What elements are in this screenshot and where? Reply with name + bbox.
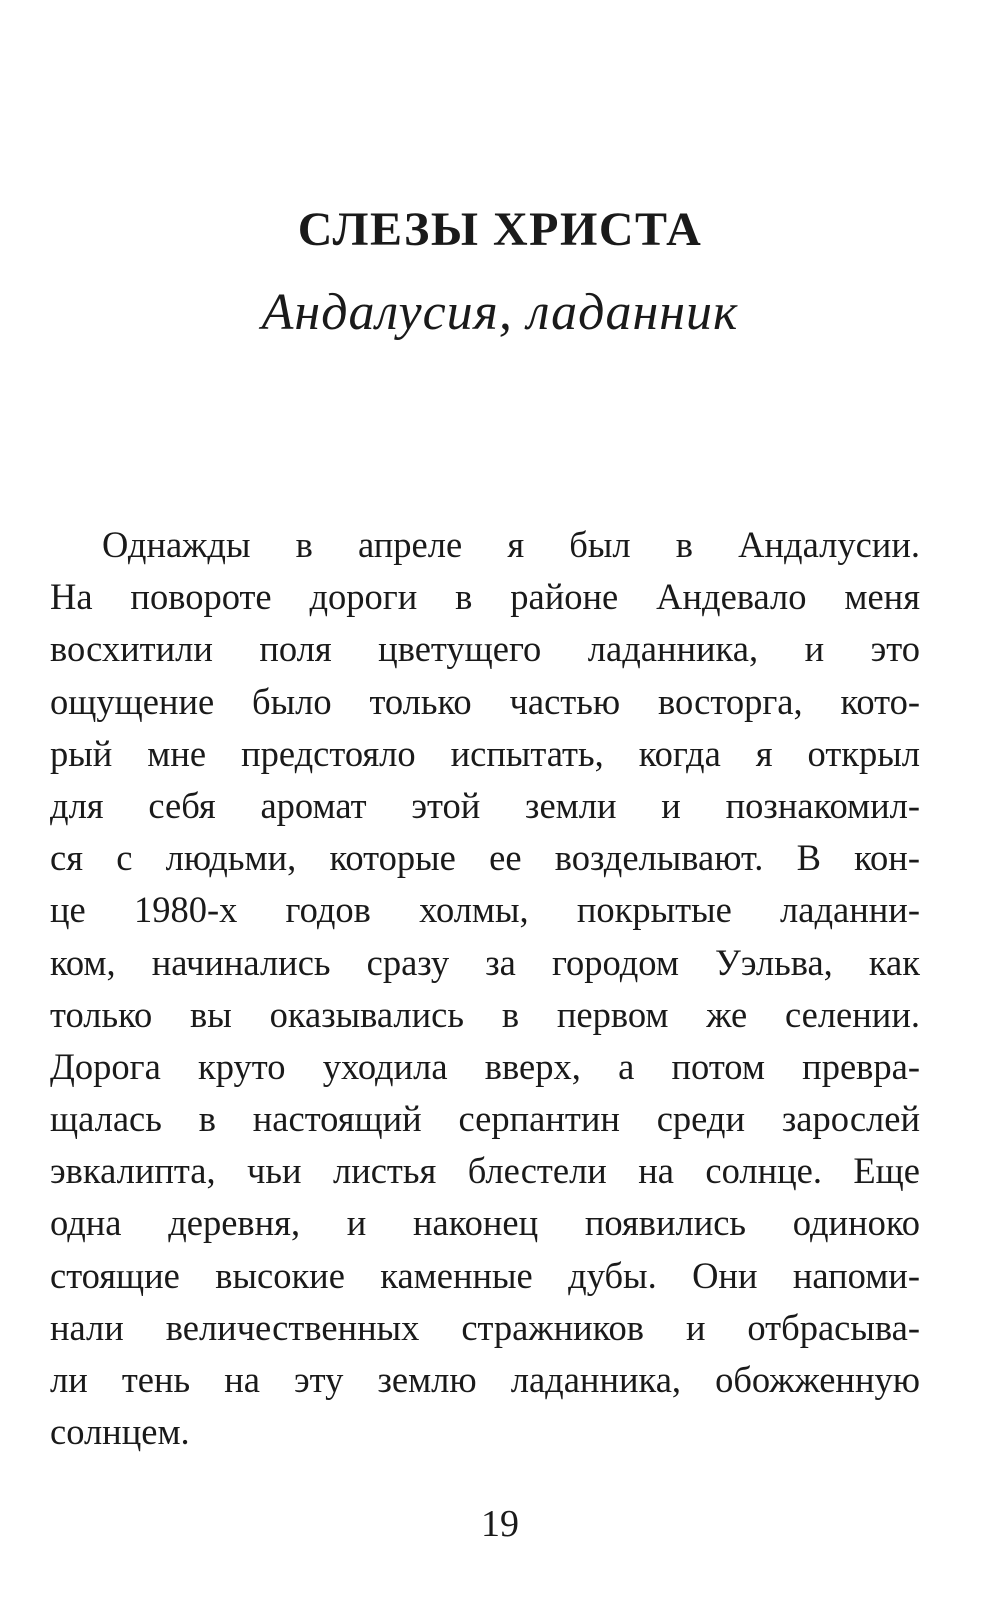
text-line: ли тень на эту землю ладанника, обожженную (50, 1359, 920, 1400)
text-line: солнцем. (50, 1411, 190, 1453)
text-line: восхитили поля цветущего ладанника, и это (50, 628, 920, 670)
chapter-subtitle: Андалусия, ладанник (261, 284, 739, 341)
text-line: эвкалипта, чьи листья блестели на солнце. Еще (50, 1150, 920, 1192)
chapter-title: СЛЕЗЫ ХРИСТА (297, 203, 703, 256)
text-line: рый мне предстояло испытать, когда я открыл (50, 732, 920, 774)
text-line: ком, начинались сразу за городом Уэльва, как (50, 941, 920, 983)
text-line: для себя аромат этой земли и познакомил- (50, 784, 920, 826)
text-line: щалась в настоящий серпантин среди зарослей (50, 1098, 920, 1140)
text-line: ся с людьми, которые ее возделывают. В кон- (50, 837, 920, 879)
page-number: 19 (481, 1503, 519, 1545)
text-line: только вы оказывались в первом же селении. (50, 993, 920, 1035)
body-paragraph (50, 519, 920, 1458)
text-line: Дорога круто уходила вверх, а потом превра- (50, 1045, 920, 1087)
text-line: ощущение было только частью восторга, кото- (50, 680, 920, 722)
text-line: одна деревня, и наконец появились одиноко (50, 1202, 920, 1244)
text-line: стоящие высокие каменные дубы. Они напоми- (50, 1254, 920, 1296)
text-line: це 1980-х годов холмы, покрытые ладанни- (50, 889, 920, 931)
text-line: Однажды в апреле я был в Андалусии. (102, 524, 920, 565)
text-line: нали величественных стражников и отбрасыва- (50, 1306, 920, 1348)
text-line: На повороте дороги в районе Андевало меня (50, 576, 920, 618)
